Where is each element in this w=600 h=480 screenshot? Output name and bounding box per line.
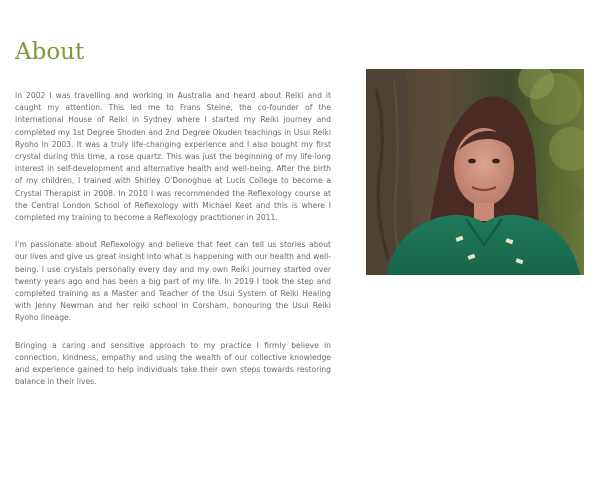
about-paragraph-2: I'm passionate about Reflexology and believe that feet can tell us stories about our lives and give us great insight into what is happening with our health and well-being. I use crystals personally every day and my own Reiki journey started over twenty years ago and has been a big part of my life. In 2019 I took the step and completed training as a Master and Teacher of the Usui System of Reiki Healing with Jenny Newman and her reiki school in Corsham, honouring the Usui Reiki Ryoho lineage. <box>15 240 331 323</box>
portrait-photo <box>366 69 584 275</box>
about-text <box>15 90 331 403</box>
page-title: About <box>15 39 85 65</box>
portrait-illustration <box>366 69 584 275</box>
about-paragraph-3: Bringing a caring and sensitive approach to my practice I firmly believe in connection, kindness, empathy and using the wealth of our collective knowledge and experience gained to help individuals take their own steps towards restoring balance in their lives. <box>15 340 331 387</box>
about-paragraph-1: In 2002 I was travelling and working in Australia and heard about Reiki and it caught my attention. This led me to Frans Steine, the co-founder of the International House of Reiki in Sydney where I started my Reiki journey and completed my 1st Degree Shoden and 2nd Degree Okuden teachings in Usui Reiki Ryoho in 2003. It was a truly life-changing experience and I also bought my first crystal during this time, a rose quartz. This was just the beginning of my life-long interest in self-development and alternative health and well-being. After the birth of my children, I trained with Shirley O'Donoghue at Lucis College to become a Crystal Therapist in 2008. In 2010 I was recommended the Reflexology course at the Central London School of Reflexology with Michael Keet and this is where I completed my training to become a Reflexology practitioner in 2011. <box>15 91 331 223</box>
